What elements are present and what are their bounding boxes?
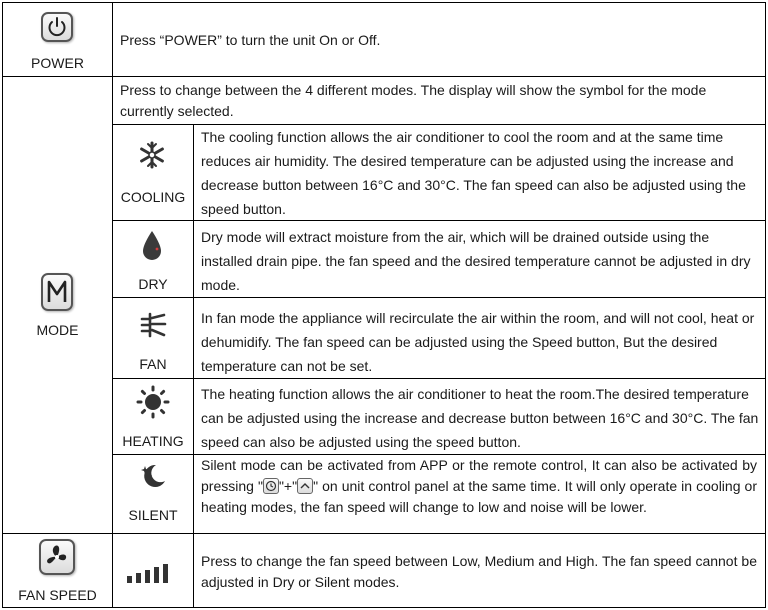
mode-label: MODE xyxy=(36,322,79,338)
dry-cell xyxy=(113,221,193,297)
cooling-description: The cooling function allows the air conditioner to cool the room and at the same time reduces air humidity. The desired temperature can be adjusted using the increase and decrease button between 16°C and 30°C. The fan speed can also be adjusted using the speed button. xyxy=(201,129,746,217)
fan-speed-label: FAN SPEED xyxy=(18,587,97,603)
sun-icon xyxy=(136,385,170,419)
timer-clock-icon xyxy=(263,478,279,494)
mode-intro: Press to change between the 4 different modes. The display will show the symbol for the mode currently selected. xyxy=(120,82,707,119)
table-border-right xyxy=(765,2,766,608)
silent-description-part2: " on unit control panel at the same time. It will only operate in cooling or heating modes, the fan speed will change to low and noise will be lower. xyxy=(201,478,757,515)
silent-description-part1: Silent mode can be activated from APP or the remote control, It can also be activated by pressing " xyxy=(201,457,757,494)
row-divider-power xyxy=(2,76,766,77)
fan-wind-icon xyxy=(138,310,168,340)
silent-cell xyxy=(113,455,193,533)
power-label: POWER xyxy=(31,55,84,71)
snowflake-icon xyxy=(137,140,167,170)
dry-description: Dry mode will extract moisture from the air, which will be drained outside using the installed drain pipe. the fan speed and the desired temperature cannot be adjusted in dry mode. xyxy=(201,229,751,293)
column-divider-sub xyxy=(193,124,194,608)
water-drop-icon xyxy=(140,229,164,263)
cooling-label: COOLING xyxy=(120,189,186,205)
silent-label: SILENT xyxy=(128,507,178,523)
row-divider-fan xyxy=(112,378,766,379)
mode-cell xyxy=(3,77,112,533)
fan-description: In fan mode the appliance will recirculate the air within the room, and will not cool, heat or dehumidify. The fan speed can be adjusted using the Speed button, But the desired temperature can not be set. xyxy=(201,310,755,374)
up-arrow-icon xyxy=(297,478,313,494)
mode-m-icon xyxy=(41,273,73,311)
moon-stars-icon xyxy=(138,461,168,491)
speed-bars-icon xyxy=(125,562,181,584)
fan-speed-description: Press to change the fan speed between Low, Medium and High. The fan speed cannot be adjusted in Dry or Silent modes. xyxy=(201,553,757,590)
heating-label: HEATING xyxy=(122,433,184,449)
silent-plus-text: "+" xyxy=(278,478,298,494)
fan-label: FAN xyxy=(139,356,167,372)
row-divider-dry xyxy=(112,297,766,298)
fan-cell xyxy=(113,298,193,378)
table-border-bottom xyxy=(2,607,766,608)
silent-description xyxy=(201,455,757,518)
heating-description: The heating function allows the air conditioner to heat the room.The desired temperature can be adjusted using the increase and decrease button between 16°C and 30°C. The fan speed can also be adjusted using the speed button. xyxy=(201,386,759,450)
fan-speed-level-cell xyxy=(113,534,193,607)
power-description: Press “POWER” to turn the unit On or Off. xyxy=(120,32,381,48)
dry-label: DRY xyxy=(138,276,168,292)
fan-speed-cell xyxy=(3,534,112,607)
power-icon xyxy=(41,12,73,42)
fan-blades-icon xyxy=(39,539,75,575)
table-border-top xyxy=(2,2,766,3)
heating-cell xyxy=(113,379,193,454)
power-cell xyxy=(3,3,112,76)
cooling-cell xyxy=(113,125,193,220)
